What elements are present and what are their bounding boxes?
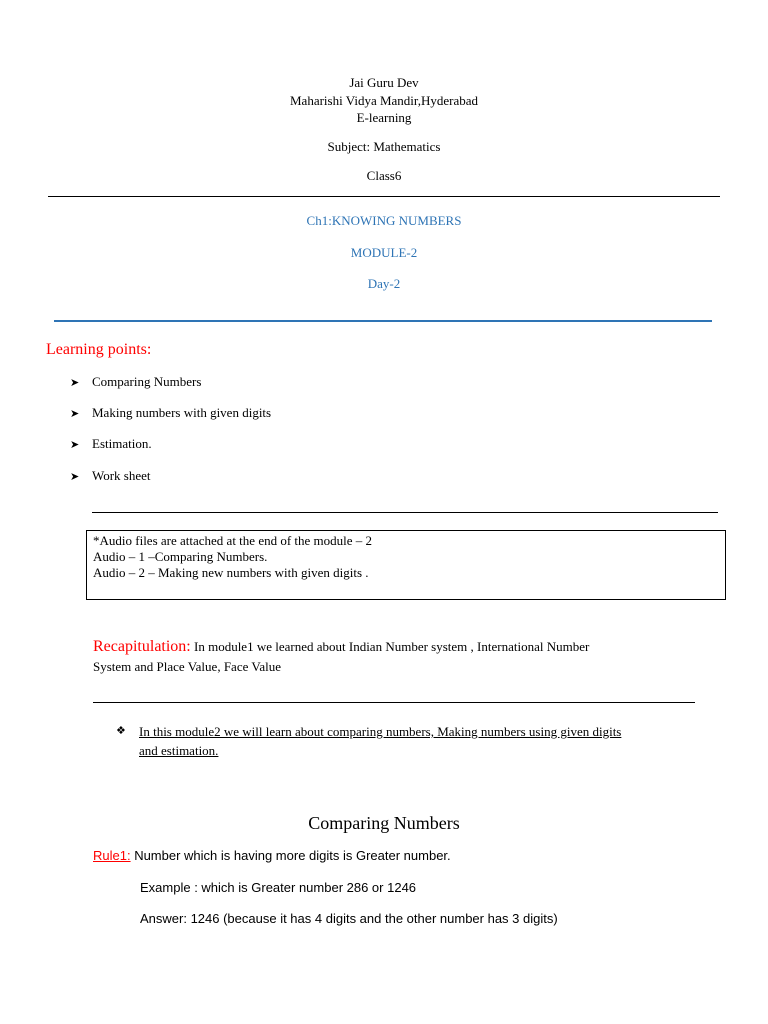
arrow-bullet-icon: ➤ xyxy=(70,407,80,420)
audio-info-box xyxy=(86,530,726,600)
arrow-bullet-icon: ➤ xyxy=(70,376,80,389)
learning-points-heading: Learning points: xyxy=(46,341,152,358)
audio-item: Audio – 2 – Making new numbers with given digits . xyxy=(93,565,369,580)
rule-line xyxy=(93,848,451,864)
module-label: MODULE-2 xyxy=(350,245,418,260)
recap-label: Recapitulation: xyxy=(93,638,191,655)
diamond-bullet-icon: ❖ xyxy=(116,724,126,737)
list-item: ➤ Comparing Numbers xyxy=(70,374,202,389)
section-divider xyxy=(92,512,718,513)
class-label: Class6 xyxy=(366,168,402,183)
recap-text: In module1 we learned about Indian Number system , International Number xyxy=(190,639,590,654)
recap-paragraph xyxy=(93,637,733,657)
recap-divider xyxy=(93,702,695,703)
header-divider xyxy=(48,196,720,197)
arrow-bullet-icon: ➤ xyxy=(70,438,80,451)
list-item: ➤ Making numbers with given digits xyxy=(70,405,272,420)
arrow-bullet-icon: ➤ xyxy=(70,470,80,483)
recap-text-continued: System and Place Value, Face Value xyxy=(93,659,281,674)
audio-item: Audio – 1 –Comparing Numbers. xyxy=(93,549,268,564)
rule-label: Rule1: xyxy=(93,848,131,863)
school-motto: Jai Guru Dev xyxy=(349,75,419,90)
list-item: ➤ Estimation. xyxy=(70,436,152,451)
subject-label: Subject: Mathematics xyxy=(327,139,441,154)
rule-text: Number which is having more digits is Greater number. xyxy=(130,848,451,863)
school-name: Maharishi Vidya Mandir,Hyderabad xyxy=(290,93,478,108)
example-text: Example : which is Greater number 286 or 1246 xyxy=(140,880,417,895)
module-note: In this module2 we will learn about comparing numbers, Making numbers using given digits and estimation. xyxy=(139,724,622,758)
list-item: ➤ Work sheet xyxy=(70,468,151,483)
section-heading: Comparing Numbers xyxy=(308,813,460,833)
chapter-divider xyxy=(54,320,712,322)
day-label: Day-2 xyxy=(367,276,401,291)
answer-text: Answer: 1246 (because it has 4 digits and the other number has 3 digits) xyxy=(140,911,558,926)
chapter-title: Ch1:KNOWING NUMBERS xyxy=(306,213,462,228)
audio-note: *Audio files are attached at the end of the module – 2 xyxy=(93,533,373,548)
program-name: E-learning xyxy=(356,110,412,125)
